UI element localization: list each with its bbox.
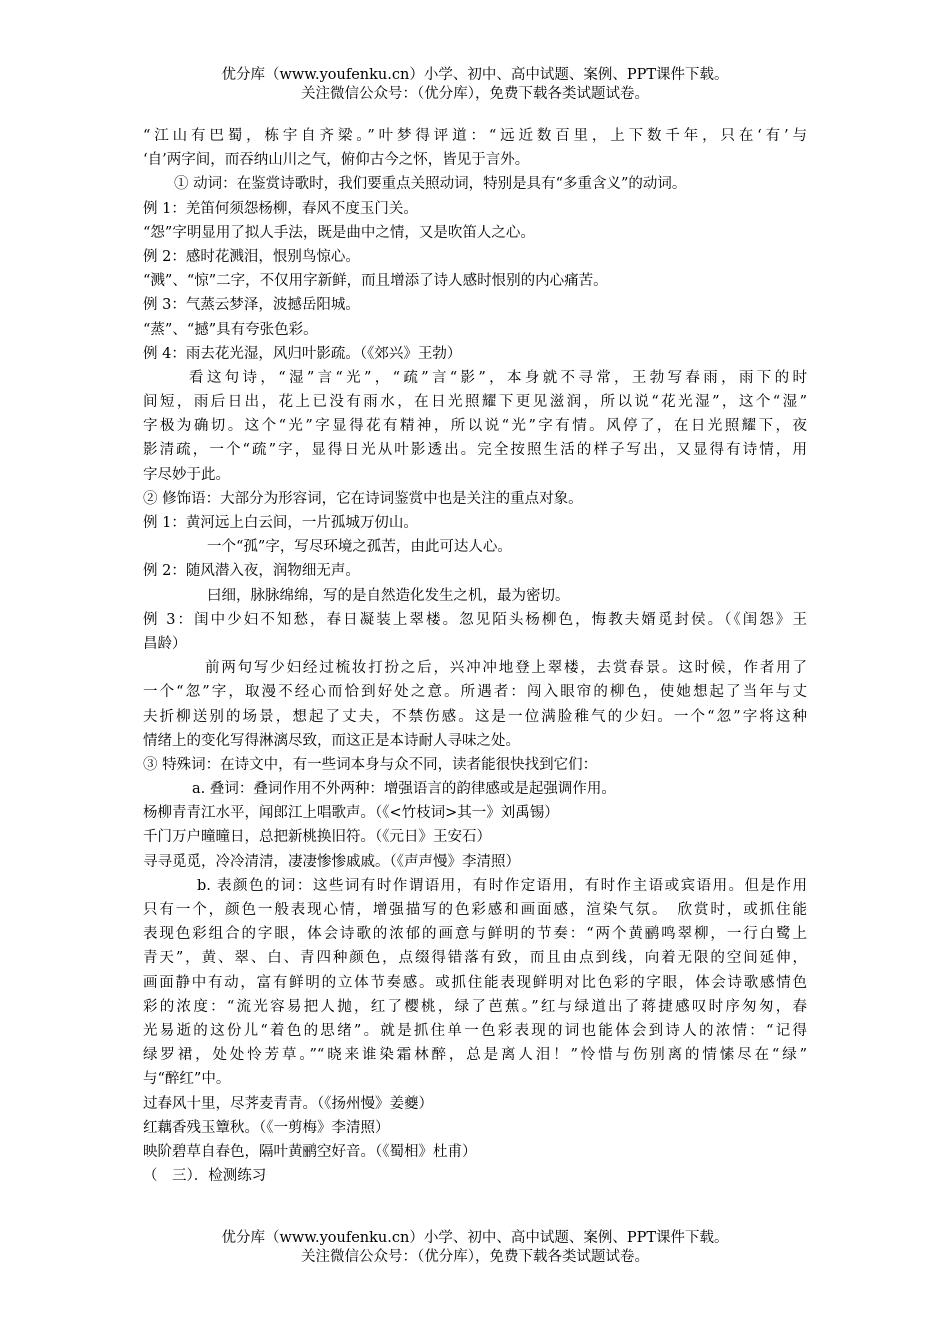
text-line: ‘自’两字间，而吞纳山川之气，俯仰古今之怀，皆见于言外。: [143, 152, 530, 169]
footer-line-2: 关注微信公众号：（优分库），免费下载各类试题试卷。: [301, 1249, 649, 1265]
text-line: 映阶碧草自春色，隔叶黄鹂空好音。（《蜀相》杜甫）: [143, 1143, 477, 1160]
text-line: 光易逝的这份儿“着色的思绪”。就是抓住单一色彩表现的词也能体会到诗人的浓情：“记得: [143, 1022, 807, 1039]
text-line: 间短，雨后日出，花上已没有雨水，在日光照耀下更见滋润，所以说“花光湿”，这个“湿”: [143, 394, 807, 411]
text-line: ① 动词：在鉴赏诗歌时，我们要重点关照动词，特别是具有“多重含义”的动词。: [174, 176, 687, 193]
text-line: 例 1：黄河远上白云间，一片孤城万仞山。: [143, 515, 418, 531]
text-line: 例 2：随风潜入夜，润物细无声。: [143, 563, 360, 580]
section-heading: （ 三）．检测练习: [143, 1168, 267, 1185]
footer-line-1: 优分库（www.youfenku.cn）小学、初中、高中试题、案例、PPT课件下载。: [221, 1230, 729, 1246]
text-line: 过春风十里，尽荠麦青青。（《扬州慢》姜夔）: [143, 1095, 433, 1112]
text-line: 彩的浓度：“流光容易把人抛，红了樱桃，绿了芭蕉。”红与绿道出了蒋捷感叹时序匆匆，春: [143, 998, 807, 1015]
text-line: “怨”字明显用了拟人手法，既是曲中之情，又是吹笛人之心。: [143, 224, 535, 241]
page-header: [0, 66, 950, 104]
text-line: 例 4：雨去花光湿，风归叶影疏。（《郊兴》王勃）: [143, 345, 462, 362]
text-line: ③ 特殊词：在诗文中，有一些词本身与众不同，读者能很快找到它们：: [143, 756, 598, 773]
text-line: 前两句写少妇经过梳妆打扮之后，兴冲冲地登上翠楼，去赏春景。这时候，作者用了: [205, 660, 807, 677]
text-line: 杨柳青青江水平，闻郎江上唱歌声。（《<竹枝词>其一》刘禹锡）: [143, 805, 559, 822]
text-line: 千门万户曈曈日，总把新桃换旧符。（《元日》王安石）: [143, 829, 491, 846]
text-line: 字尽妙于此。: [143, 466, 230, 483]
text-line: 昌龄）: [143, 635, 187, 652]
text-line: 例 3：闺中少妇不知愁，春日凝装上翠楼。忽见陌头杨柳色，悔教夫婿觅封侯。（《闺怨》王: [143, 611, 807, 628]
header-line-1: 优分库（www.youfenku.cn）小学、初中、高中试题、案例、PPT课件下载。: [221, 67, 729, 83]
text-line: 表现色彩组合的字眼，体会诗歌的浓郁的画意与鲜明的节奏：“两个黄鹂鸣翠柳，一行白鹭上: [143, 926, 807, 943]
text-line: 画面静中有动，富有鲜明的立体节奏感。或抓住能表现鲜明对比色彩的字眼，体会诗歌感情色: [143, 974, 807, 991]
text-line: 与“醉红”中。: [143, 1071, 231, 1088]
text-line: “溅”、“惊”二字，不仅用字新鲜，而且增添了诗人感时恨别的内心痛苦。: [143, 273, 608, 290]
document-body: [143, 124, 807, 1188]
text-line: 例 3：气蒸云梦泽，波撼岳阳城。: [143, 297, 360, 314]
text-line: a. 叠词：叠词作用不外两种：增强语言的韵律感或是起强调作用。: [192, 781, 616, 798]
page-footer: [0, 1229, 950, 1267]
text-line: 字极为确切。这个“光”字显得花有精神，所以说“光”字有情。风停了，在日光照耀下，夜: [143, 418, 807, 435]
text-line: 例 2：感时花溅泪，恨别鸟惊心。: [143, 248, 360, 265]
text-line: 青天”，黄、翠、白、青四种颜色，点缀得错落有致，而且由点到线，向着无限的空间延伸，: [143, 950, 807, 967]
text-line: 曰细，脉脉绵绵，写的是自然造化发生之机，最为密切。: [207, 587, 570, 604]
text-line: 影清疏，一个“疏”字，显得日光从叶影透出。完全按照生活的样子写出，又显得有诗情，用: [143, 442, 807, 459]
text-line: “江山有巴蜀，栋宇自齐梁。”叶梦得评道：“远近数百里，上下数千年，只在‘有’与: [143, 128, 807, 144]
text-line: ② 修饰语：大部分为形容词，它在诗词鉴赏中也是关注的重点对象。: [143, 490, 583, 507]
text-line: 绿罗裙，处处怜芳草。”“晓来谁染霜林醉，总是离人泪！”怜惜与伤别离的情愫尽在“绿”: [143, 1047, 807, 1064]
text-line: 只有一个，颜色一般表现心情，增强描写的色彩感和画面感，渲染气氛。 欣赏时，或抓住能: [143, 902, 807, 918]
text-line: 一个“孤”字，写尽环境之孤苦，由此可达人心。: [207, 539, 512, 556]
text-line: “蒸”、“撼”具有夸张色彩。: [143, 321, 318, 338]
text-line: 夫折柳送别的场景，想起了丈夫，不禁伤感。这是一位满脸稚气的少妇。一个“忽”字将这种: [143, 708, 807, 725]
text-line: 寻寻觅觅，冷冷清清，凄凄惨惨戚戚。（《声声慢》李清照）: [143, 853, 520, 870]
header-line-2: 关注微信公众号：（优分库），免费下载各类试题试卷。: [301, 86, 649, 102]
text-line: 例 1：羌笛何须怨杨柳，春风不度玉门关。: [143, 200, 418, 217]
text-line: 看这句诗，“湿”言“光”，“疏”言“影”，本身就不寻常，王勃写春雨，雨下的时: [189, 369, 807, 386]
text-line: 情绪上的变化写得淋漓尽致，而这正是本诗耐人寻味之处。: [143, 732, 520, 749]
text-line: b. 表颜色的词：这些词有时作谓语用，有时作定语用，有时作主语或宾语用。但是作用: [197, 877, 807, 894]
text-line: 一个“忽”字，取漫不经心而恰到好处之意。所遇者：闯入眼帘的柳色，使她想起了当年与丈: [143, 684, 807, 701]
text-line: 红藕香残玉簟秋。（《一剪梅》李清照）: [143, 1119, 390, 1136]
